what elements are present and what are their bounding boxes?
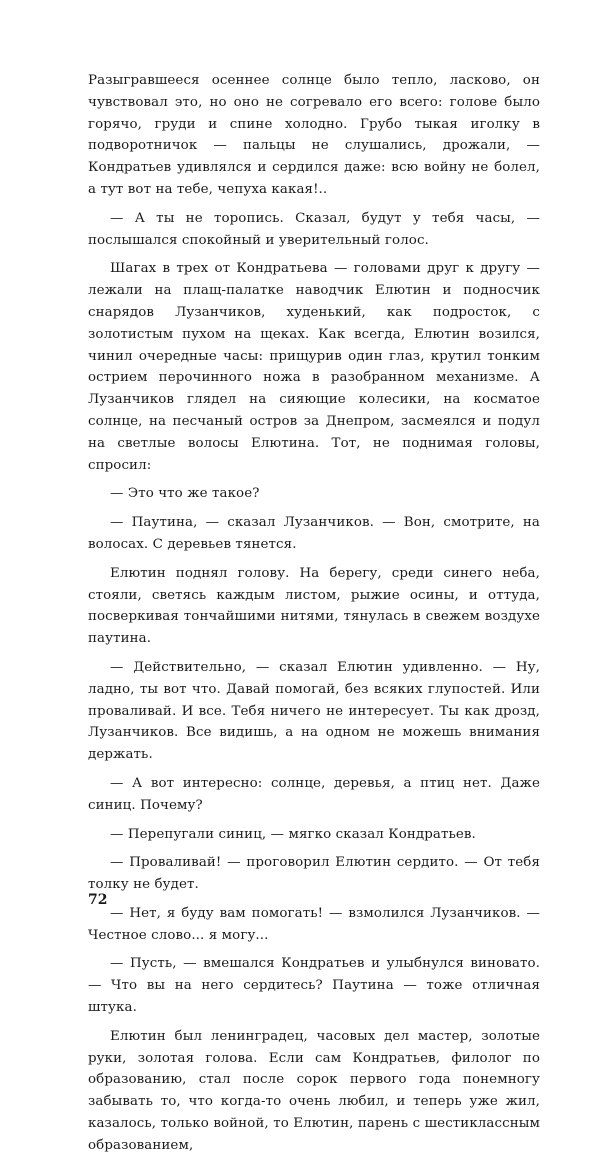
paragraph: Разыгравшееся осеннее солнце было тепло, ласково, он чувствовал это, но оно не согревало его всего: голове было горячо, груди и спине холодно. Грубо тыкая иголку в подворотничок — пальцы не слушались, дрожали, — Кондратьев удивлялся и сердился даже: всю войну не болел, а тут вот на тебе, чепуха какая!.. (88, 73, 540, 197)
paragraph: — Это что же такое? (110, 486, 260, 502)
paragraph: — Проваливай! — проговорил Елютин сердито. — От тебя толку не будет. (88, 855, 540, 893)
paragraph: — Действительно, — сказал Елютин удивленно. — Ну, ладно, ты вот что. Давай помогай, без всяких глупостей. Или проваливай. И все. Тебя ничего не интересует. Ты как дрозд, Лузанчиков. Все видишь, а на одном не можешь внимания держать. (88, 659, 540, 763)
paragraph: Шагах в трех от Кондратьева — головами друг к другу — лежали на плащ-палатке наводчик Елютин и подносчик снарядов Лузанчиков, худенький, как подросток, с золотистым пухом на щеках. Как всегда, Елютин возился, чинил очередные часы: прищурив один глаз, крутил тонким острием перочинного ножа в разобранном механизме. А Лузанчиков глядел на сияющие колесики, на косматое солнце, на песчаный остров за Днепром, засмеялся и подул на светлые волосы Елютина. Тот, не поднимая головы, спросил: (88, 261, 540, 473)
page-number: 72 (88, 892, 108, 908)
paragraph: — Нет, я буду вам помогать! — взмолился Лузанчиков. — Честное слово... я могу... (88, 905, 540, 943)
paragraph: — Пусть, — вмешался Кондратьев и улыбнулся виновато. — Что вы на него сердитесь? Паутина — тоже отличная штука. (88, 956, 540, 1016)
paragraph: — А вот интересно: солнце, деревья, а птиц нет. Даже синиц. Почему? (88, 775, 540, 813)
paragraph: Елютин был ленинградец, часовых дел мастер, золотые руки, золотая голова. Если сам Кондратьев, филолог по образованию, стал после сорок первого года понемногу забывать то, что когда-то очень любил, и теперь уже жил, казалось, только войной, то Елютин, парень с шестиклассным образованием, (88, 1028, 540, 1153)
paragraph: Елютин поднял голову. На берегу, среди синего неба, стояли, светясь каждым листом, рыжие осины, и оттуда, посверкивая тончайшими нитями, тянулась в свежем воздухе паутина. (88, 565, 540, 647)
body-text (88, 70, 540, 1164)
paragraph: — Паутина, — сказал Лузанчиков. — Вон, смотрите, на волосах. С деревьев тянется. (88, 515, 540, 552)
paragraph: — Перепугали синиц, — мягко сказал Кондратьев. (110, 826, 476, 842)
paragraph: — А ты не торопись. Сказал, будут у тебя часы, — послышался спокойный и уверительный голос. (88, 210, 540, 248)
